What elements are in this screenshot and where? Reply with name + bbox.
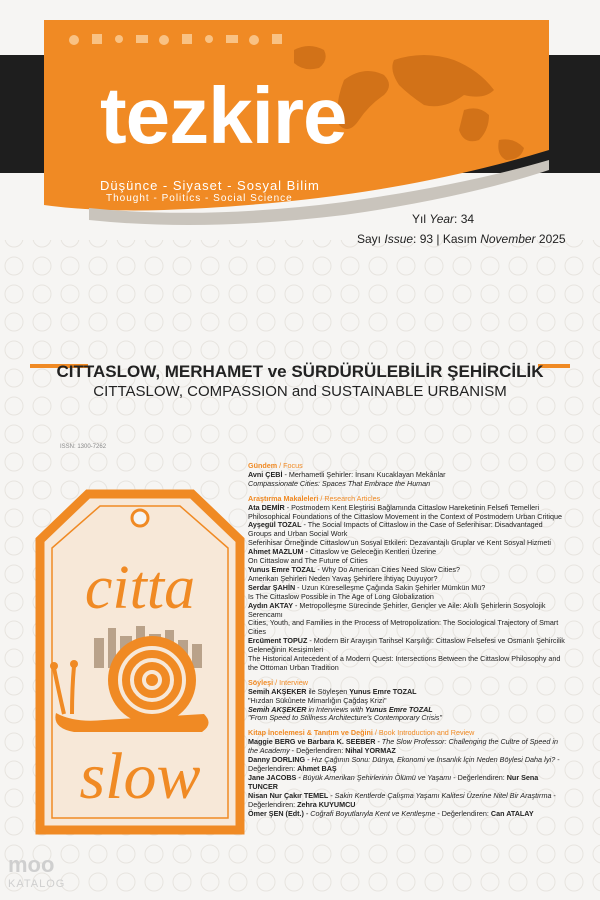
watermark: moo KATALOG: [8, 852, 66, 890]
toc-entry-en: Compassionate Cities: Spaces That Embrace the Human: [248, 478, 431, 488]
toc-entry-en: The Historical Antecedent of a Modern Quest: Intersections Between the Cittaslow Philosophy and the Ottoman Urban Tradition: [248, 654, 561, 672]
toc-entry: Ömer ŞEN (Edt.) - Coğrafi Boyutlarıyla Kent ve Kentleşme - Değerlendiren: Can ATALAY: [248, 808, 534, 818]
issn-code: ISSN: 1300-7262: [60, 444, 107, 450]
toc-research-heading: Araştırma Makaleleri / Research Articles: [248, 493, 381, 503]
toc-entry: Nisan Nur Çakır TEMEL - Sakin Kentlerde Çalışma Yaşamı Kalitesi Üzerine Nitel Bir Araştırma - Değerlendiren: Zehra KUYUMCU: [248, 790, 556, 809]
toc-entry-en: Cities, Youth, and Families in the Process of Metropolization: The Sociological Trajectory of Smart Cities: [248, 618, 559, 637]
issue-title-tr: CITTASLOW, MERHAMET ve SÜRDÜRÜLEBİLİR ŞEHİRCİLİK: [56, 362, 544, 381]
toc-entry-en: Seferihisar Örneğinde Cittaslow'un Sosyal Etkileri: Dezavantajlı Gruplar ve Kent Sosyal Hizmeti: [248, 538, 551, 548]
toc-entry-en: "From Speed to Stillness Architecture's Contemporary Crisis": [248, 713, 442, 723]
toc-entry-en: On Cittaslow and The Future of Cities: [248, 556, 368, 566]
toc-entry: Ayşegül TOZAL - The Social Impacts of Cittaslow in the Case of Seferihisar: Disadvantaged Groups and Urban Social Work: [248, 520, 543, 539]
toc-entry: Yunus Emre TOZAL - Why Do American Cities Need Slow Cities?: [248, 564, 460, 574]
toc-entry-en: Amerikan Şehirleri Neden Yavaş Şehirlere İhtiyaç Duyuyor?: [248, 573, 438, 583]
magazine-logo: tezkire: [100, 71, 347, 160]
toc-books-heading: Kitap İncelemesi & Tanıtım ve Değini / Book Introduction and Review: [248, 728, 475, 738]
toc-entry: Aydın AKTAY - Metropolleşme Sürecinde Şehirler, Gençler ve Aile: Akıllı Şehirlerin Sosyolojik Serencamı: [248, 600, 546, 619]
toc-focus-heading: Gündem / Focus: [248, 461, 303, 470]
toc-entry-en: Semih AKŞEKER in Interviews with Yunus Emre TOZAL: [248, 704, 433, 714]
cittaslow-tag-illustration: [34, 488, 246, 836]
toc-entry: Avni ÇEBİ - Merhametli Şehirler: İnsanı Kucaklayan Mekânlar: [248, 469, 446, 479]
toc-entry: Ercüment TOPUZ - Modern Bir Arayışın Tarihsel Karşılığı: Cittaslow Felsefesi ve Osmanlı Şehircilik Geleneğinin Kesişimleri: [248, 636, 565, 655]
toc-entry: Ata DEMİR - Postmodern Kent Eleştirisi Bağlamında Cittaslow Hareketinin Felsefi Temelleri: [248, 502, 540, 512]
toc-entry: "Hızdan Sükûnete Mimarlığın Çağdaş Krizi": [248, 695, 387, 705]
issue-title-en: CITTASLOW, COMPASSION and SUSTAINABLE URBANISM: [93, 383, 507, 400]
toc-entry: Jane JACOBS - Büyük Amerikan Şehirlerinin Ölümü ve Yaşamı - Değerlendiren: Nur Sena TUNCER: [248, 772, 539, 791]
citta-word: citta: [84, 554, 196, 622]
toc-entry: Danny DORLING - Hız Çağının Sonu: Dünya, Ekonomi ve İnsanlık İçin Neden Böylesi Daha İyi? - Değerlendiren: Ahmet BAŞ: [248, 755, 560, 773]
year-info: Yıl Year: 34: [412, 212, 475, 226]
issue-info: Sayı Issue: 93 | Kasım November 2025: [357, 232, 566, 246]
toc-entry-en: Philosophical Foundations of the Cittaslow Movement in the Context of Postmodern Urban Critique: [248, 511, 563, 521]
table-of-contents: [248, 462, 566, 818]
toc-entry: Semih AKŞEKER ile Söyleşen Yunus Emre TOZAL: [248, 686, 417, 696]
tagline-tr: Düşünce - Siyaset - Sosyal Bilim: [100, 178, 320, 193]
toc-interview-heading: Söyleşi / Interview: [248, 677, 308, 687]
slow-word: slow: [79, 740, 201, 813]
toc-entry: Serdar ŞAHİN - Uzun Küreselleşme Çağında Sakin Şehirler Mümkün Mü?: [248, 582, 486, 592]
tagline-en: Thought - Politics - Social Science: [106, 193, 293, 204]
toc-entry: Maggie BERG ve Barbara K. SEEBER - The Slow Professor: Challenging the Cultre of Speed in the Academy - Değerlendiren: Nihal YORMAZ: [248, 737, 559, 756]
toc-entry: Ahmet MAZLUM - Cittaslow ve Geleceğin Kentleri Üzerine: [248, 547, 437, 557]
toc-entry-en: Is The Cittaslow Possible in The Age of Long Globalization: [248, 591, 434, 601]
